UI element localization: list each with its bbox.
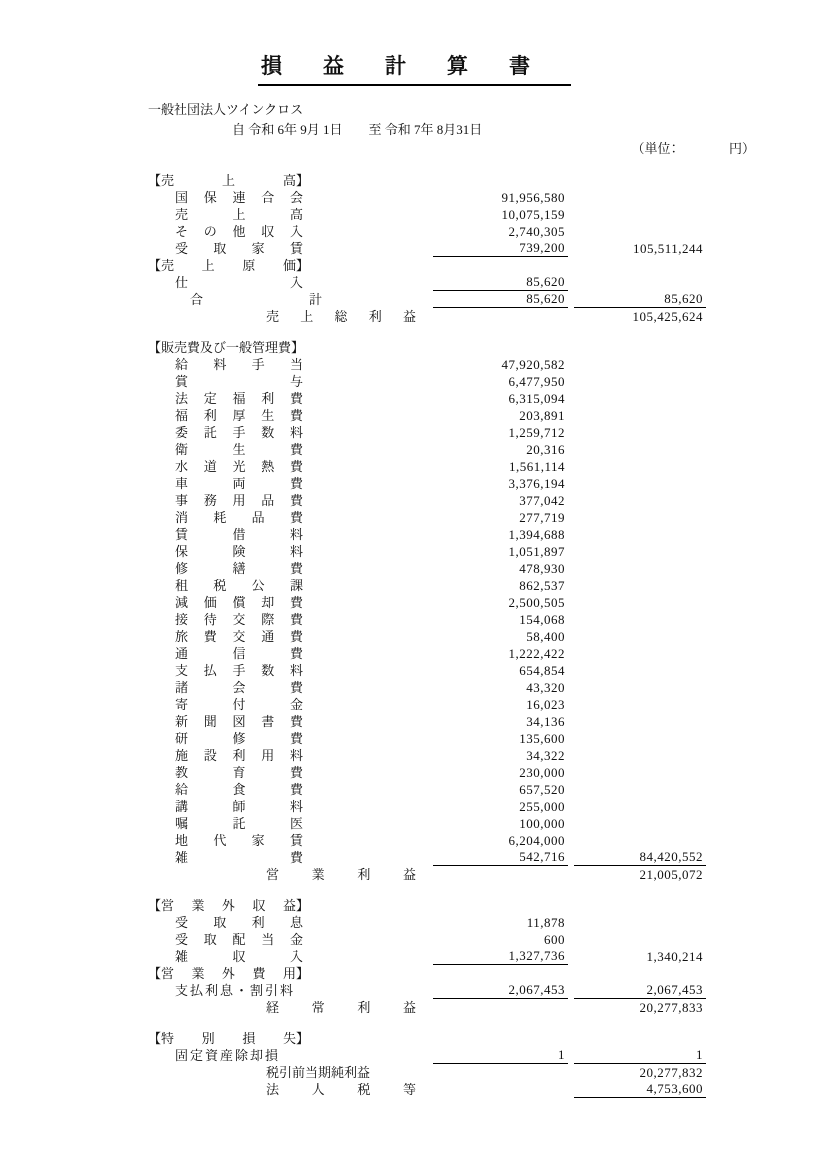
account-label: 【営業外収益】: [148, 898, 310, 914]
account-row: [148, 356, 826, 373]
amount-col1: 1,051,897: [508, 544, 565, 560]
amount-col1: 203,891: [519, 408, 565, 424]
amount-col2: 105,511,244: [632, 241, 703, 257]
account-label: 旅費交通費: [175, 629, 303, 645]
amount-col2: 20,277,832: [639, 1065, 703, 1081]
account-label: その他収入: [175, 224, 303, 240]
amount-col1: 3,376,194: [508, 476, 565, 492]
spacer-row: [148, 325, 826, 339]
amount-col2: 1,340,214: [646, 949, 703, 965]
account-label: 諸会費: [175, 680, 303, 696]
account-row: [148, 781, 826, 798]
account-label: 営業利益: [266, 867, 416, 883]
spacer-row: [148, 883, 826, 897]
amount-col1: 1: [433, 1047, 568, 1064]
statement-rows: [148, 172, 826, 1098]
account-label: 国保連合会: [175, 190, 303, 206]
account-row: [148, 628, 826, 645]
account-label: 売上総利益: [266, 309, 416, 325]
account-row: [148, 240, 826, 257]
amount-col1: 1,561,114: [508, 459, 565, 475]
section-header-row: [148, 1030, 826, 1047]
account-row: [148, 308, 826, 325]
amount-col1: 1,259,712: [508, 425, 565, 441]
account-row: [148, 713, 826, 730]
account-label: 消耗品費: [175, 510, 303, 526]
account-row: [148, 223, 826, 240]
account-row: [148, 1047, 826, 1064]
account-label: 車両費: [175, 476, 303, 492]
account-label: 合計: [190, 292, 322, 308]
amount-col1: 255,000: [519, 799, 565, 815]
amount-col2: 1: [574, 1047, 706, 1064]
unit-note: （単位： 円）: [631, 141, 755, 157]
account-label: 教育費: [175, 765, 303, 781]
account-label: 売上高: [175, 207, 303, 223]
account-row: [148, 492, 826, 509]
amount-col1: 862,537: [519, 578, 565, 594]
account-label: 地代家賃: [175, 833, 303, 849]
account-label: 受取利息: [175, 915, 303, 931]
amount-col1: 34,322: [526, 748, 565, 764]
account-row: [148, 914, 826, 931]
amount-col1: 6,204,000: [508, 833, 565, 849]
section-header-row: [148, 257, 826, 274]
account-label: 【販売費及び一般管理費】: [148, 340, 305, 356]
account-row: [148, 1081, 826, 1098]
account-row: [148, 849, 826, 866]
amount-col1: 478,930: [519, 561, 565, 577]
account-label: 通信費: [175, 646, 303, 662]
account-label: 受取配当金: [175, 932, 303, 948]
amount-col1: 47,920,582: [501, 357, 565, 373]
amount-col1: 20,316: [526, 442, 565, 458]
account-label: 講師料: [175, 799, 303, 815]
account-label: 給食費: [175, 782, 303, 798]
account-label: 水道光熱費: [175, 459, 303, 475]
amount-col1: 135,600: [519, 731, 565, 747]
amount-col1: 16,023: [526, 697, 565, 713]
account-label: 賞与: [175, 374, 303, 390]
account-label: 給料手当: [175, 357, 303, 373]
account-row: [148, 526, 826, 543]
amount-col1: 277,719: [519, 510, 565, 526]
title-row: [148, 54, 826, 86]
amount-col1: 100,000: [519, 816, 565, 832]
amount-col1: 34,136: [526, 714, 565, 730]
account-label: 福利厚生費: [175, 408, 303, 424]
account-label: 施設利用料: [175, 748, 303, 764]
amount-col1: 600: [544, 932, 565, 948]
amount-col1: 230,000: [519, 765, 565, 781]
account-row: [148, 577, 826, 594]
amount-col1: 2,067,453: [433, 982, 568, 999]
account-row: [148, 645, 826, 662]
amount-col1: 43,320: [526, 680, 565, 696]
account-label: 経常利益: [266, 1000, 416, 1016]
section-header-row: [148, 339, 826, 356]
account-row: [148, 730, 826, 747]
account-row: [148, 948, 826, 965]
amount-col1: 85,620: [433, 291, 568, 308]
account-row: [148, 594, 826, 611]
account-row: [148, 390, 826, 407]
account-label: 仕入: [175, 275, 303, 291]
account-row: [148, 441, 826, 458]
spacer-row: [148, 1016, 826, 1030]
account-label: 税引前当期純利益: [266, 1065, 371, 1081]
section-header-row: [148, 172, 826, 189]
accounting-period: 自 令和 6年 9月 1日 至 令和 7年 8月31日: [232, 122, 483, 138]
amount-col2: 20,277,833: [639, 1000, 703, 1016]
amount-col2: 4,753,600: [574, 1081, 706, 1098]
account-row: [148, 832, 826, 849]
account-row: [148, 798, 826, 815]
account-label: 保険料: [175, 544, 303, 560]
account-label: 支払手数料: [175, 663, 303, 679]
account-label: 受取家賃: [175, 241, 303, 257]
amount-col1: 10,075,159: [501, 207, 565, 223]
account-label: 雑費: [175, 850, 303, 866]
account-label: 【営業外費用】: [148, 966, 310, 982]
account-label: 固定資産除却損: [175, 1048, 281, 1064]
account-row: [148, 866, 826, 883]
account-label: 【特別損失】: [148, 1031, 310, 1047]
amount-col1: 85,620: [433, 274, 568, 291]
account-label: 嘱託医: [175, 816, 303, 832]
amount-col1: 11,878: [526, 915, 565, 931]
amount-col1: 542,716: [433, 849, 568, 866]
account-label: 新聞図書費: [175, 714, 303, 730]
amount-col2: 84,420,552: [574, 849, 706, 866]
account-row: [148, 475, 826, 492]
account-label: 賃借料: [175, 527, 303, 543]
amount-col2: 85,620: [574, 291, 706, 308]
account-row: [148, 982, 826, 999]
account-label: 支払利息・割引料: [175, 983, 296, 999]
amount-col1: 2,740,305: [508, 224, 565, 240]
account-row: [148, 189, 826, 206]
account-row: [148, 696, 826, 713]
account-row: [148, 999, 826, 1016]
account-row: [148, 373, 826, 390]
amount-col1: 377,042: [519, 493, 565, 509]
amount-col1: 6,315,094: [508, 391, 565, 407]
account-row: [148, 560, 826, 577]
account-label: 【売上原価】: [148, 258, 310, 274]
section-header-row: [148, 897, 826, 914]
amount-col1: 58,400: [526, 629, 565, 645]
account-label: 法人税等: [266, 1082, 416, 1098]
account-row: [148, 679, 826, 696]
account-label: 事務用品費: [175, 493, 303, 509]
amount-col1: 654,854: [519, 663, 565, 679]
account-label: 衛生費: [175, 442, 303, 458]
account-row: [148, 931, 826, 948]
account-label: 減価償却費: [175, 595, 303, 611]
account-row: [148, 509, 826, 526]
account-row: [148, 815, 826, 832]
account-label: 【売上高】: [148, 173, 310, 189]
section-header-row: [148, 965, 826, 982]
account-label: 法定福利費: [175, 391, 303, 407]
amount-col2: 2,067,453: [574, 982, 706, 999]
amount-col2: 105,425,624: [632, 309, 703, 325]
account-row: [148, 407, 826, 424]
amount-col1: 657,520: [519, 782, 565, 798]
account-row: [148, 206, 826, 223]
amount-col1: 2,500,505: [508, 595, 565, 611]
amount-col1: 6,477,950: [508, 374, 565, 390]
account-row: [148, 1064, 826, 1081]
amount-col1: 1,394,688: [508, 527, 565, 543]
amount-col1: 739,200: [433, 240, 568, 257]
account-label: 修繕費: [175, 561, 303, 577]
amount-col1: 1,327,736: [433, 948, 568, 965]
account-label: 研修費: [175, 731, 303, 747]
account-label: 寄付金: [175, 697, 303, 713]
account-row: [148, 458, 826, 475]
account-row: [148, 291, 826, 308]
company-name: 一般社団法人ツインクロス: [148, 102, 304, 118]
amount-col2: 21,005,072: [639, 867, 703, 883]
account-row: [148, 764, 826, 781]
account-label: 雑収入: [175, 949, 303, 965]
amount-col1: 1,222,422: [508, 646, 565, 662]
document-title: 損益計算書: [258, 54, 571, 86]
account-row: [148, 611, 826, 628]
account-row: [148, 747, 826, 764]
account-label: 委託手数料: [175, 425, 303, 441]
account-label: 租税公課: [175, 578, 303, 594]
amount-col1: 154,068: [519, 612, 565, 628]
account-row: [148, 543, 826, 560]
account-label: 接待交際費: [175, 612, 303, 628]
account-row: [148, 662, 826, 679]
account-row: [148, 274, 826, 291]
amount-col1: 91,956,580: [501, 190, 565, 206]
account-row: [148, 424, 826, 441]
